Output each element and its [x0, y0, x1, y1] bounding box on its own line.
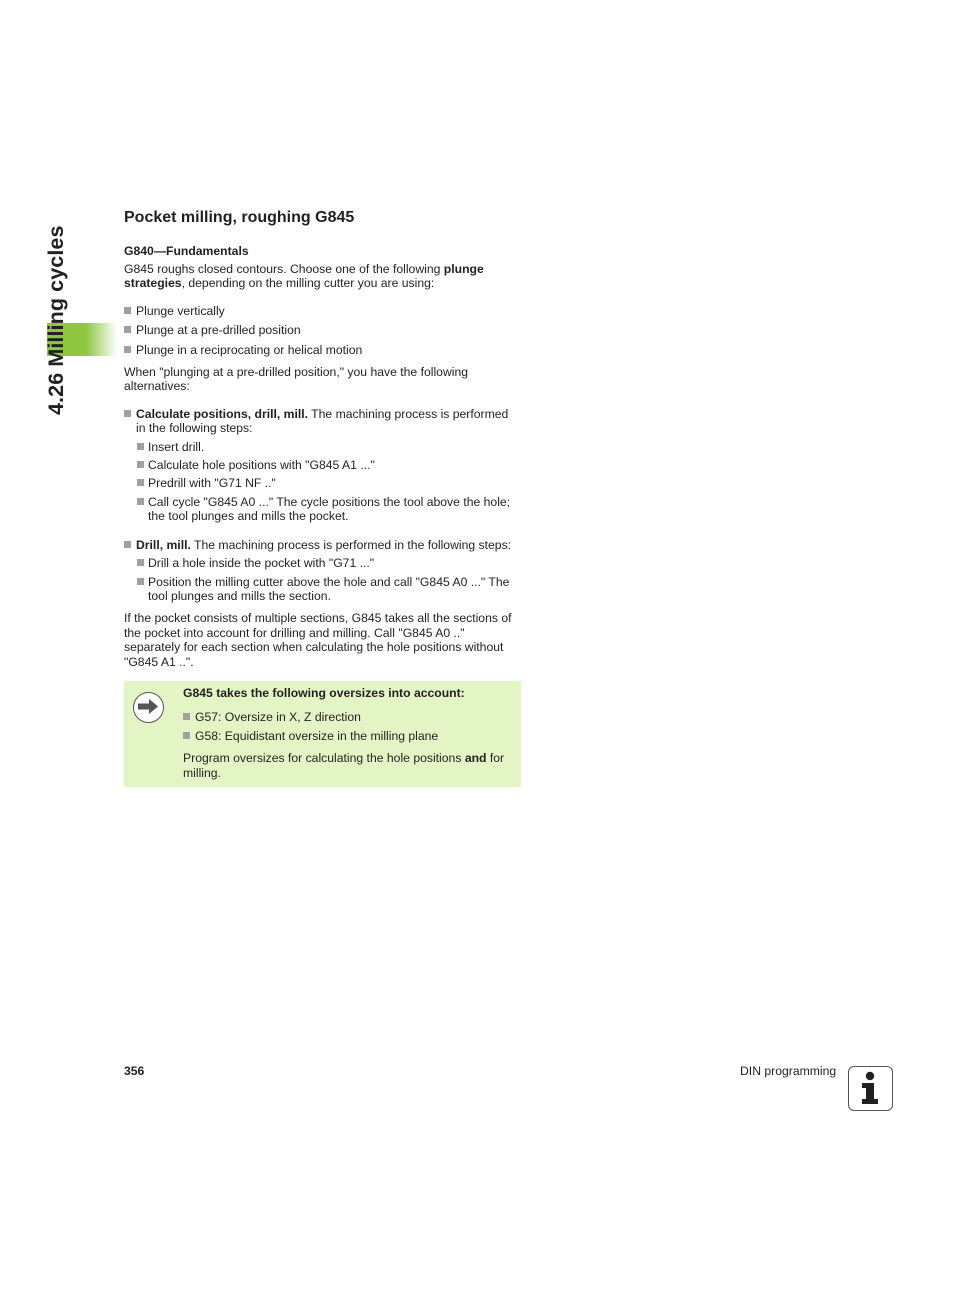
note-body [183, 686, 513, 780]
bullet-icon [137, 461, 144, 468]
step-item: Drill a hole inside the pocket with "G71 ..." [124, 556, 521, 570]
bullet-icon [137, 443, 144, 450]
step-item: Calculate hole positions with "G845 A1 ..." [124, 458, 521, 472]
alternative-item: Calculate positions, drill, mill. The machining process is performed in the following steps: [124, 407, 521, 436]
bullet-icon [137, 578, 144, 585]
arrow-right-icon [133, 692, 164, 723]
page-number: 356 [124, 1064, 145, 1078]
predrilled-intro: When "plunging at a pre-drilled position," you have the following alternatives: [124, 365, 469, 394]
note-item: G57: Oversize in X, Z direction [183, 710, 513, 724]
page-title: Pocket milling, roughing G845 [124, 209, 355, 226]
note-box [124, 681, 521, 787]
list-item: Plunge at a pre-drilled position [124, 323, 521, 337]
bullet-icon [137, 498, 144, 505]
section-subheading: G840—Fundamentals [124, 244, 249, 258]
list-item: Plunge in a reciprocating or helical motion [124, 343, 521, 357]
main-content [124, 208, 521, 669]
note-title: G845 takes the following oversizes into account: [183, 686, 465, 700]
step-item: Predrill with "G71 NF .." [124, 476, 521, 490]
bullet-icon [137, 479, 144, 486]
bullet-icon [124, 541, 131, 548]
list-item: Plunge vertically [124, 304, 521, 318]
chapter-title: 4.26 Milling cycles [44, 225, 68, 415]
note-footer: Program oversizes for calculating the hole positions and for milling. [183, 751, 505, 780]
bullet-icon [183, 713, 190, 720]
footer-label: DIN programming [740, 1064, 837, 1078]
intro-paragraph: G845 roughs closed contours. Choose one of the following plunge strategies, depending on the milling cutter you are using: [124, 262, 484, 291]
info-icon [848, 1066, 893, 1111]
alternative-item: Drill, mill. The machining process is performed in the following steps: [124, 538, 521, 552]
bullet-icon [124, 326, 131, 333]
step-item: Position the milling cutter above the hole and call "G845 A0 ..." The tool plunges and mills the section. [124, 575, 521, 604]
bullet-icon [124, 346, 131, 353]
bullet-icon [137, 559, 144, 566]
note-item: G58: Equidistant oversize in the milling plane [183, 729, 513, 743]
bullet-icon [183, 732, 190, 739]
step-item: Insert drill. [124, 440, 521, 454]
sections-paragraph: If the pocket consists of multiple sections, G845 takes all the sections of the pocket into account for drilling and milling. Call "G845 A0 .." separately for each section when calculating the hole positions without "G845 A1 ..". [124, 611, 512, 669]
bullet-icon [124, 307, 131, 314]
step-item: Call cycle "G845 A0 ..." The cycle positions the tool above the hole; the tool plunges and mills the pocket. [124, 495, 521, 524]
bullet-icon [124, 410, 131, 417]
